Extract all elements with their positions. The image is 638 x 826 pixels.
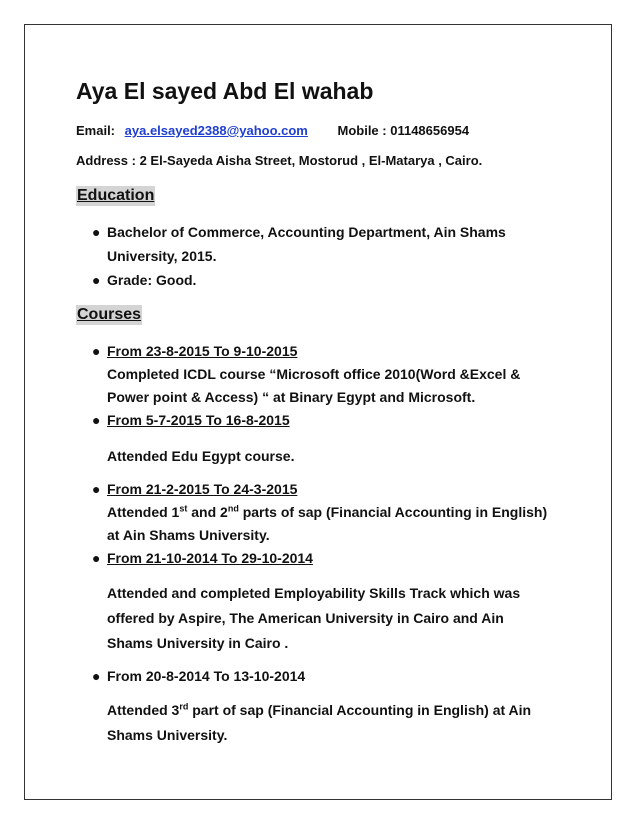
course-description: at Ain Shams University. xyxy=(107,527,270,543)
education-grade: Grade: Good. xyxy=(107,272,197,288)
courses-heading: Courses xyxy=(77,306,142,323)
education-degree-cont: University, 2015. xyxy=(107,248,217,264)
education-degree: Bachelor of Commerce, Accounting Department, Ain Shams xyxy=(107,224,506,240)
course-description: Attended Edu Egypt course. xyxy=(107,448,295,464)
mobile-number: 01148656954 xyxy=(390,123,470,138)
email-link[interactable]: aya.elsayed2388@yahoo.com xyxy=(124,123,308,138)
course-description: Shams University in Cairo . xyxy=(107,635,289,651)
address-value: 2 El-Sayeda Aisha Street, Mostorud , El-Matarya , Cairo. xyxy=(139,153,483,168)
course-description: Power point & Access) “ at Binary Egypt and Microsoft. xyxy=(107,389,476,405)
course-date: From 21-2-2015 To 24-3-2015 xyxy=(107,481,298,497)
bullet-icon: ● xyxy=(92,272,101,288)
course-date: From 20-8-2014 To 13-10-2014 xyxy=(107,668,306,684)
course-date: From 5-7-2015 To 16-8-2015 xyxy=(107,412,290,428)
course-description: Attended 3rd part of sap (Financial Accounting in English) at Ain xyxy=(107,701,532,718)
course-date: From 21-10-2014 To 29-10-2014 xyxy=(107,550,313,566)
address-line xyxy=(76,153,482,168)
bullet-icon: ● xyxy=(92,343,101,359)
education-heading: Education xyxy=(77,187,155,204)
course-description: Attended and completed Employability Skills Track which was xyxy=(107,585,521,601)
bullet-icon: ● xyxy=(92,550,101,566)
course-description: Completed ICDL course “Microsoft office 2010(Word &Excel & xyxy=(107,366,521,382)
address-label: Address : xyxy=(76,153,136,168)
bullet-icon: ● xyxy=(92,668,101,684)
contact-line xyxy=(76,123,469,138)
email-label: Email: xyxy=(76,123,116,138)
bullet-icon: ● xyxy=(92,224,101,240)
applicant-name: Aya El sayed Abd El wahab xyxy=(76,78,374,104)
course-date: From 23-8-2015 To 9-10-2015 xyxy=(107,343,298,359)
course-description: Attended 1st and 2nd parts of sap (Financial Accounting in English) xyxy=(107,503,548,520)
bullet-icon: ● xyxy=(92,481,101,497)
bullet-icon: ● xyxy=(92,412,101,428)
mobile-label: Mobile : xyxy=(337,123,387,138)
course-description: offered by Aspire, The American University in Cairo and Ain xyxy=(107,610,504,626)
course-description: Shams University. xyxy=(107,727,228,743)
